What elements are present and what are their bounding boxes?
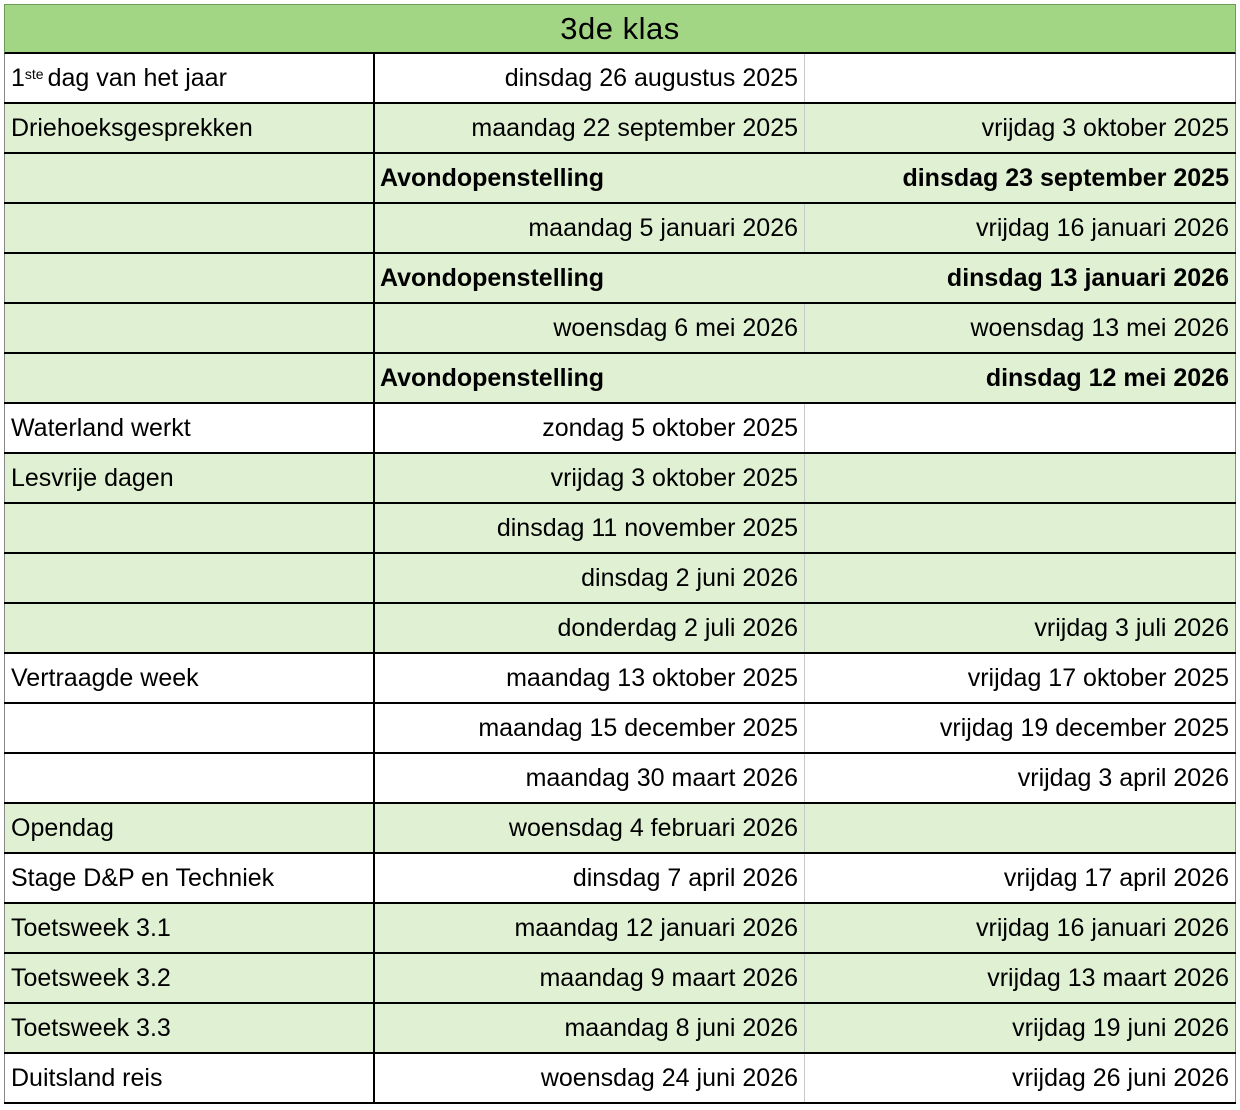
- event-label: 1: [11, 63, 25, 92]
- end-date-cell[interactable]: vrijdag 3 juli 2026: [805, 604, 1236, 652]
- table-row: [4, 904, 1236, 954]
- end-date-cell[interactable]: vrijdag 26 juni 2026: [805, 1054, 1236, 1102]
- event-label-cell[interactable]: [4, 504, 375, 552]
- event-label-cell[interactable]: [4, 354, 375, 402]
- end-date-cell[interactable]: woensdag 13 mei 2026: [805, 304, 1236, 352]
- start-date-cell[interactable]: dinsdag 11 november 2025: [375, 504, 805, 552]
- table-row: [4, 704, 1236, 754]
- start-date-cell[interactable]: maandag 8 juni 2026: [375, 1004, 805, 1052]
- end-date-cell[interactable]: vrijdag 3 april 2026: [805, 754, 1236, 802]
- event-label-cell[interactable]: Toetsweek 3.3: [4, 1004, 375, 1052]
- event-label-cell[interactable]: [4, 154, 375, 202]
- end-date-cell[interactable]: [805, 404, 1236, 452]
- end-date-cell[interactable]: vrijdag 13 maart 2026: [805, 954, 1236, 1002]
- table-row: [4, 54, 1236, 104]
- evening-date-cell[interactable]: dinsdag 23 september 2025: [805, 154, 1236, 202]
- end-date-cell[interactable]: [805, 804, 1236, 852]
- end-date-cell[interactable]: [805, 54, 1236, 102]
- evening-label-cell[interactable]: Avondopenstelling: [380, 363, 605, 392]
- table-row: [4, 1054, 1236, 1104]
- event-label-cell[interactable]: Vertraagde week: [4, 654, 375, 702]
- table-row: [4, 204, 1236, 254]
- table-row: [4, 154, 1236, 204]
- table-row: [4, 504, 1236, 554]
- table-row: [4, 404, 1236, 454]
- start-date-cell[interactable]: maandag 5 januari 2026: [375, 204, 805, 252]
- schedule-sheet: [4, 4, 1236, 1104]
- table-row: [4, 454, 1236, 504]
- table-row: [4, 254, 1236, 304]
- end-date-cell[interactable]: [805, 554, 1236, 602]
- end-date-cell[interactable]: [805, 504, 1236, 552]
- start-date-cell[interactable]: vrijdag 3 oktober 2025: [375, 454, 805, 502]
- evening-date-cell[interactable]: dinsdag 12 mei 2026: [805, 354, 1236, 402]
- event-label-cell[interactable]: Waterland werkt: [4, 404, 375, 452]
- start-date-cell[interactable]: dinsdag 2 juni 2026: [375, 554, 805, 602]
- start-date-cell[interactable]: maandag 30 maart 2026: [375, 754, 805, 802]
- table-row: [4, 604, 1236, 654]
- end-date-cell[interactable]: vrijdag 3 oktober 2025: [805, 104, 1236, 152]
- table-row: [4, 804, 1236, 854]
- start-date-cell[interactable]: maandag 9 maart 2026: [375, 954, 805, 1002]
- end-date-cell[interactable]: vrijdag 16 januari 2026: [805, 204, 1236, 252]
- table-row: [4, 104, 1236, 154]
- table-row: [4, 654, 1236, 704]
- table-row: [4, 354, 1236, 404]
- event-label-cell[interactable]: Stage D&P en Techniek: [4, 854, 375, 902]
- start-date-cell[interactable]: maandag 12 januari 2026: [375, 904, 805, 952]
- table-row: [4, 304, 1236, 354]
- sheet-title: 3de klas: [4, 4, 1236, 54]
- start-date-cell[interactable]: woensdag 4 februari 2026: [375, 804, 805, 852]
- table-row: [4, 1004, 1236, 1054]
- schedule-table: [4, 54, 1236, 1104]
- start-date-cell[interactable]: woensdag 24 juni 2026: [375, 1054, 805, 1102]
- event-label-cell[interactable]: Lesvrije dagen: [4, 454, 375, 502]
- start-date-cell[interactable]: woensdag 6 mei 2026: [375, 304, 805, 352]
- evening-date-cell[interactable]: dinsdag 13 januari 2026: [805, 254, 1236, 302]
- start-date-cell[interactable]: maandag 13 oktober 2025: [375, 654, 805, 702]
- event-label-cell[interactable]: Opendag: [4, 804, 375, 852]
- event-label-cell[interactable]: [4, 204, 375, 252]
- evening-label-cell[interactable]: Avondopenstelling: [380, 163, 605, 192]
- event-label-superscript: ste: [24, 66, 44, 82]
- event-label-cell[interactable]: [4, 604, 375, 652]
- start-date-cell[interactable]: donderdag 2 juli 2026: [375, 604, 805, 652]
- event-label-cell[interactable]: Driehoeksgesprekken: [4, 104, 375, 152]
- start-date-cell[interactable]: maandag 15 december 2025: [375, 704, 805, 752]
- event-label-cell[interactable]: [4, 254, 375, 302]
- event-label-cell[interactable]: Duitsland reis: [4, 1054, 375, 1102]
- start-date-cell[interactable]: dinsdag 7 april 2026: [375, 854, 805, 902]
- event-label-cell[interactable]: [4, 304, 375, 352]
- start-date-cell[interactable]: dinsdag 26 augustus 2025: [375, 54, 805, 102]
- event-label-cell[interactable]: [4, 54, 375, 102]
- table-row: [4, 754, 1236, 804]
- start-date-cell[interactable]: maandag 22 september 2025: [375, 104, 805, 152]
- end-date-cell[interactable]: vrijdag 17 april 2026: [805, 854, 1236, 902]
- table-row: [4, 954, 1236, 1004]
- event-label-cell[interactable]: [4, 554, 375, 602]
- end-date-cell[interactable]: vrijdag 16 januari 2026: [805, 904, 1236, 952]
- table-row: [4, 554, 1236, 604]
- end-date-cell[interactable]: vrijdag 19 juni 2026: [805, 1004, 1236, 1052]
- event-label-cell[interactable]: Toetsweek 3.2: [4, 954, 375, 1002]
- event-label-cell[interactable]: [4, 754, 375, 802]
- event-label-cell[interactable]: [4, 704, 375, 752]
- event-label-cell[interactable]: Toetsweek 3.1: [4, 904, 375, 952]
- end-date-cell[interactable]: [805, 454, 1236, 502]
- end-date-cell[interactable]: vrijdag 19 december 2025: [805, 704, 1236, 752]
- end-date-cell[interactable]: vrijdag 17 oktober 2025: [805, 654, 1236, 702]
- evening-label-cell[interactable]: Avondopenstelling: [380, 263, 605, 292]
- start-date-cell[interactable]: zondag 5 oktober 2025: [375, 404, 805, 452]
- event-label-rest: dag van het jaar: [47, 63, 227, 92]
- table-row: [4, 854, 1236, 904]
